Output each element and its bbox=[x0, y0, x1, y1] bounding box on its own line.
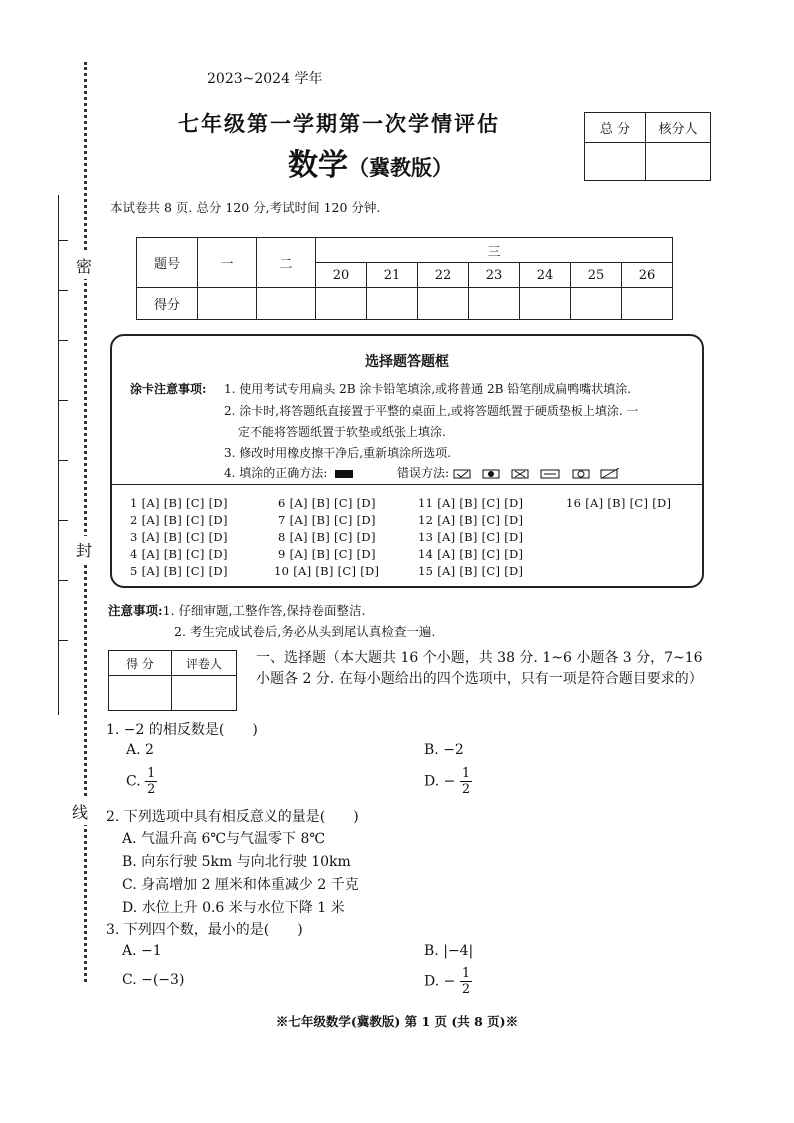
edition-label: （冀教版） bbox=[348, 155, 453, 180]
part-two-header: 二 bbox=[257, 238, 316, 288]
margin-mark-seal: 密 bbox=[76, 252, 92, 279]
page-footer: ※七年级数学(冀教版) 第 1 页 (共 8 页)※ bbox=[275, 1014, 519, 1029]
binding-tick bbox=[58, 580, 68, 581]
choice-row[interactable]: 14 [A] [B] [C] [D] bbox=[418, 547, 524, 561]
score-cell[interactable] bbox=[316, 288, 367, 320]
wrong-method-label: 错误方法: bbox=[396, 466, 450, 480]
notes-line-2: 2. 考生完成试卷后,务必从头到尾认真检查一遍. bbox=[174, 624, 436, 639]
score-cell[interactable] bbox=[469, 288, 520, 320]
q2-option-c: C. 身高增加 2 厘米和体重减少 2 千克 bbox=[122, 877, 359, 893]
checker-label: 核分人 bbox=[646, 113, 711, 143]
notes-label: 注意事项: bbox=[108, 603, 163, 618]
q3-option-a: A. −1 bbox=[122, 943, 162, 959]
choice-row[interactable]: 5 [A] [B] [C] [D] bbox=[130, 564, 228, 578]
binding-tick bbox=[58, 460, 68, 461]
q2-option-d: D. 水位上升 0.6 米与水位下降 1 米 bbox=[122, 900, 345, 916]
rule-2-cont: 定不能将答题纸置于软垫或纸张上填涂. bbox=[238, 425, 446, 439]
q1-option-d: D. − $\frac{1}{2}$ bbox=[424, 766, 471, 797]
margin-mark-line: 线 bbox=[72, 798, 88, 825]
choice-row[interactable]: 16 [A] [B] [C] [D] bbox=[566, 496, 672, 510]
total-score-box bbox=[584, 112, 711, 181]
correct-fill-icon bbox=[335, 470, 353, 478]
choice-row[interactable]: 9 [A] [B] [C] [D] bbox=[278, 547, 376, 561]
notes-line-1: 注意事项:1. 仔细审题,工整作答,保持卷面整洁. bbox=[108, 603, 366, 618]
binding-bracket bbox=[58, 195, 69, 715]
binding-tick bbox=[58, 290, 68, 291]
choice-row[interactable]: 10 [A] [B] [C] [D] bbox=[274, 564, 380, 578]
total-score-cell[interactable] bbox=[585, 143, 646, 181]
exam-title: 七年级第一学期第一次学情评估 bbox=[178, 111, 500, 136]
checker-cell[interactable] bbox=[646, 143, 711, 181]
answer-box-divider bbox=[112, 484, 702, 485]
score-cell[interactable] bbox=[622, 288, 673, 320]
part-three-header: 三 bbox=[316, 238, 673, 263]
row-label-question: 题号 bbox=[137, 238, 198, 288]
question-2-stem: 2. 下列选项中具有相反意义的量是( ) bbox=[106, 809, 359, 825]
q3-option-c: C. −(−3) bbox=[122, 972, 185, 988]
score-cell[interactable] bbox=[257, 288, 316, 320]
exam-info: 本试卷共 8 页. 总分 120 分,考试时间 120 分钟. bbox=[110, 200, 381, 215]
q1-option-a: A. 2 bbox=[126, 742, 154, 758]
rule-2: 2. 涂卡时,将答题纸直接置于平整的桌面上,或将答题纸置于硬质垫板上填涂. 一 bbox=[224, 404, 639, 418]
section-score-box bbox=[108, 650, 237, 711]
wrong-fill-icons bbox=[453, 468, 628, 480]
notice-label: 涂卡注意事项: bbox=[130, 382, 207, 396]
choice-row[interactable]: 4 [A] [B] [C] [D] bbox=[130, 547, 228, 561]
answer-sheet-box bbox=[110, 334, 704, 588]
fraction: $\frac{1}{2}$ bbox=[461, 766, 471, 797]
section-grader-cell[interactable] bbox=[172, 676, 237, 711]
score-cell[interactable] bbox=[418, 288, 469, 320]
sub-item-header: 23 bbox=[469, 263, 520, 288]
fraction: $\frac{1}{2}$ bbox=[461, 966, 471, 997]
q3-option-d: D. − $\frac{1}{2}$ bbox=[424, 966, 471, 997]
margin-mark-envelope: 封 bbox=[76, 536, 92, 563]
q2-option-b: B. 向东行驶 5km 与向北行驶 10km bbox=[122, 854, 351, 870]
choice-row[interactable]: 13 [A] [B] [C] [D] bbox=[418, 530, 524, 544]
section-score-cell[interactable] bbox=[109, 676, 172, 711]
binding-tick bbox=[58, 640, 68, 641]
question-3-stem: 3. 下列四个数，最小的是( ) bbox=[106, 922, 303, 938]
sub-item-header: 20 bbox=[316, 263, 367, 288]
rule-3: 3. 修改时用橡皮擦干净后,重新填涂所选项. bbox=[224, 446, 451, 460]
section-grader-label: 评卷人 bbox=[172, 651, 237, 676]
choice-row[interactable]: 1 [A] [B] [C] [D] bbox=[130, 496, 228, 510]
q1-option-c: C. $\frac{1}{2}$ bbox=[126, 766, 156, 797]
sub-item-header: 26 bbox=[622, 263, 673, 288]
part-one-header: 一 bbox=[198, 238, 257, 288]
choice-row[interactable]: 6 [A] [B] [C] [D] bbox=[278, 496, 376, 510]
rule-1: 1. 使用考试专用扁头 2B 涂卡铅笔填涂,或将普通 2B 铅笔削成扁鸭嘴状填涂. bbox=[224, 382, 632, 396]
q1-option-b: B. −2 bbox=[424, 742, 464, 758]
choice-row[interactable]: 2 [A] [B] [C] [D] bbox=[130, 513, 228, 527]
q2-option-a: A. 气温升高 6℃与气温零下 8℃ bbox=[122, 831, 326, 847]
subject-name: 数学 bbox=[288, 148, 348, 183]
score-cell[interactable] bbox=[198, 288, 257, 320]
sub-item-header: 24 bbox=[520, 263, 571, 288]
q3-option-b: B. |−4| bbox=[424, 943, 474, 959]
answer-box-title: 选择题答题框 bbox=[365, 354, 449, 370]
binding-tick bbox=[58, 240, 68, 241]
fraction: $\frac{1}{2}$ bbox=[147, 766, 156, 797]
school-year: 2023~2024 学年 bbox=[207, 71, 323, 87]
sub-item-header: 21 bbox=[367, 263, 418, 288]
score-cell[interactable] bbox=[367, 288, 418, 320]
score-cell[interactable] bbox=[571, 288, 622, 320]
section-score-label: 得 分 bbox=[109, 651, 172, 676]
correct-method-label: 4. 填涂的正确方法: bbox=[224, 466, 328, 480]
row-label-score: 得分 bbox=[137, 288, 198, 320]
subject-title bbox=[288, 140, 453, 184]
sub-item-header: 22 bbox=[418, 263, 469, 288]
choice-row[interactable]: 12 [A] [B] [C] [D] bbox=[418, 513, 524, 527]
binding-tick bbox=[58, 400, 68, 401]
choice-row[interactable]: 15 [A] [B] [C] [D] bbox=[418, 564, 524, 578]
binding-dotted-line bbox=[84, 62, 87, 982]
total-score-label: 总 分 bbox=[585, 113, 646, 143]
binding-tick bbox=[58, 520, 68, 521]
sub-item-header: 25 bbox=[571, 263, 622, 288]
choice-row[interactable]: 8 [A] [B] [C] [D] bbox=[278, 530, 376, 544]
choice-row[interactable]: 11 [A] [B] [C] [D] bbox=[418, 496, 524, 510]
question-1-stem: 1. −2 的相反数是( ) bbox=[106, 722, 258, 738]
choice-row[interactable]: 7 [A] [B] [C] [D] bbox=[278, 513, 376, 527]
rule-4 bbox=[224, 464, 628, 481]
grade-table bbox=[136, 237, 673, 320]
choice-row[interactable]: 3 [A] [B] [C] [D] bbox=[130, 530, 228, 544]
score-cell[interactable] bbox=[520, 288, 571, 320]
section-one-heading: 一、选择题（本大题共 16 个小题，共 38 分. 1~6 小题各 3 分，7~16 小题各 2 分. 在每小题给出的四个选项中，只有一项是符合题目要求的） bbox=[256, 650, 703, 687]
binding-tick bbox=[58, 340, 68, 341]
